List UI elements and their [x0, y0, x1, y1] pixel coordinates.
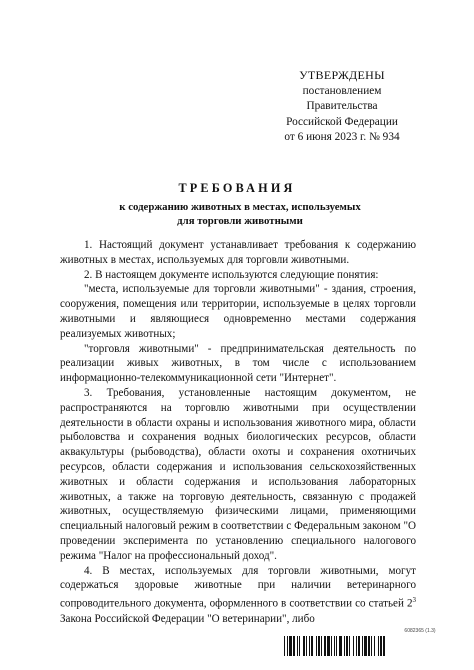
paragraph-1: 1. Настоящий документ устанавливает требования к содержанию животных в местах, используемых для торговли животными.	[60, 239, 416, 266]
barcode-bar	[344, 636, 345, 656]
barcode-bar	[334, 636, 335, 656]
barcode-bar	[299, 636, 300, 656]
barcode-bar	[297, 636, 298, 656]
barcode-bar	[316, 636, 317, 656]
document-body	[60, 238, 416, 626]
barcode-bar	[289, 636, 292, 656]
barcode-bar	[358, 636, 360, 656]
approval-block	[272, 68, 412, 146]
barcode-bar	[293, 636, 295, 656]
document-title: ТРЕБОВАНИЯ	[178, 181, 296, 195]
barcode-bar	[368, 636, 370, 656]
definition-trade: "торговля животными" - предпринимательская деятельность по реализации живых животных, в том числе с использованием информационно-телекоммуникационной сети "Интернет".	[60, 342, 416, 385]
document-subtitle	[90, 201, 390, 228]
barcode-bar	[383, 636, 385, 656]
barcode-bar	[311, 636, 313, 656]
barcode-bar	[346, 636, 348, 656]
barcode-bar	[378, 636, 379, 656]
barcode-bar	[331, 636, 332, 656]
barcode-bar	[336, 636, 337, 656]
approval-title: УТВЕРЖДЕНЫ	[299, 68, 385, 82]
paragraph-4-text-cont: Закона Российской Федерации "О ветеринарии", либо	[60, 612, 315, 625]
paragraph-4-text: 4. В местах, используемых для торговли животными, могут содержаться здоровые животные при наличии ветеринарного сопроводительного документа, оформленного в соответствии со статьей 2	[60, 564, 416, 610]
barcode	[284, 636, 454, 656]
barcode-bar	[327, 636, 330, 656]
barcode-bar	[303, 636, 305, 656]
approval-line: Российской Федерации	[286, 115, 398, 128]
barcode-bar	[374, 636, 375, 656]
barcode-bar	[353, 636, 354, 656]
approval-line: постановлением Правительства	[302, 84, 382, 112]
barcode-bar	[339, 636, 342, 656]
barcode-bar	[362, 636, 363, 656]
subtitle-line: для торговли животными	[177, 214, 303, 227]
barcode-bar	[309, 636, 310, 656]
subtitle-line: к содержанию животных в местах, используемых	[119, 201, 361, 213]
barcode-bar	[287, 636, 288, 656]
barcode-bar	[284, 636, 285, 656]
barcode-bar	[349, 636, 350, 656]
barcode-bar	[356, 636, 357, 656]
approval-date-number: от 6 июня 2023 г. № 934	[284, 131, 400, 143]
barcode-bar	[306, 636, 307, 656]
barcode-bar	[318, 636, 320, 656]
superscript: 3	[412, 596, 416, 605]
barcode-bar	[371, 636, 372, 656]
barcode-bar	[380, 636, 382, 656]
paragraph-4	[60, 564, 416, 627]
paragraph-2: 2. В настоящем документе используются следующие понятия:	[84, 268, 379, 281]
barcode-bar	[321, 636, 322, 656]
document-code: 6082365 (1.3)	[404, 628, 436, 634]
barcode-bar	[364, 636, 367, 656]
paragraph-3: 3. Требования, установленные настоящим документом, не распространяются на торговлю животными при осуществлении деятельности в области охраны и использования животного мира, области рыболовства и сохранения водных биологических ресурсов, области аквакультуры (рыбоводства), области охоты и сохранения охотничьих ресурсов, области содержания и использования сельскохозяйственных животных и области содержания и использования лабораторных животных, а также на торговую деятельность, связанную с продажей животных, осуществляемую физическими лицами, применяющими специальный налоговый режим в соответствии с Федеральным законом "О проведении эксперимента по установлению специального налогового режима "Налог на профессиональный доход".	[60, 386, 416, 562]
barcode-bar	[324, 636, 326, 656]
definition-places: "места, используемые для торговли животными" - здания, строения, сооружения, помещения или территории, используемые в целях торговли животными и являющиеся одновременно местами содержания реализуемых животных;	[60, 283, 416, 340]
